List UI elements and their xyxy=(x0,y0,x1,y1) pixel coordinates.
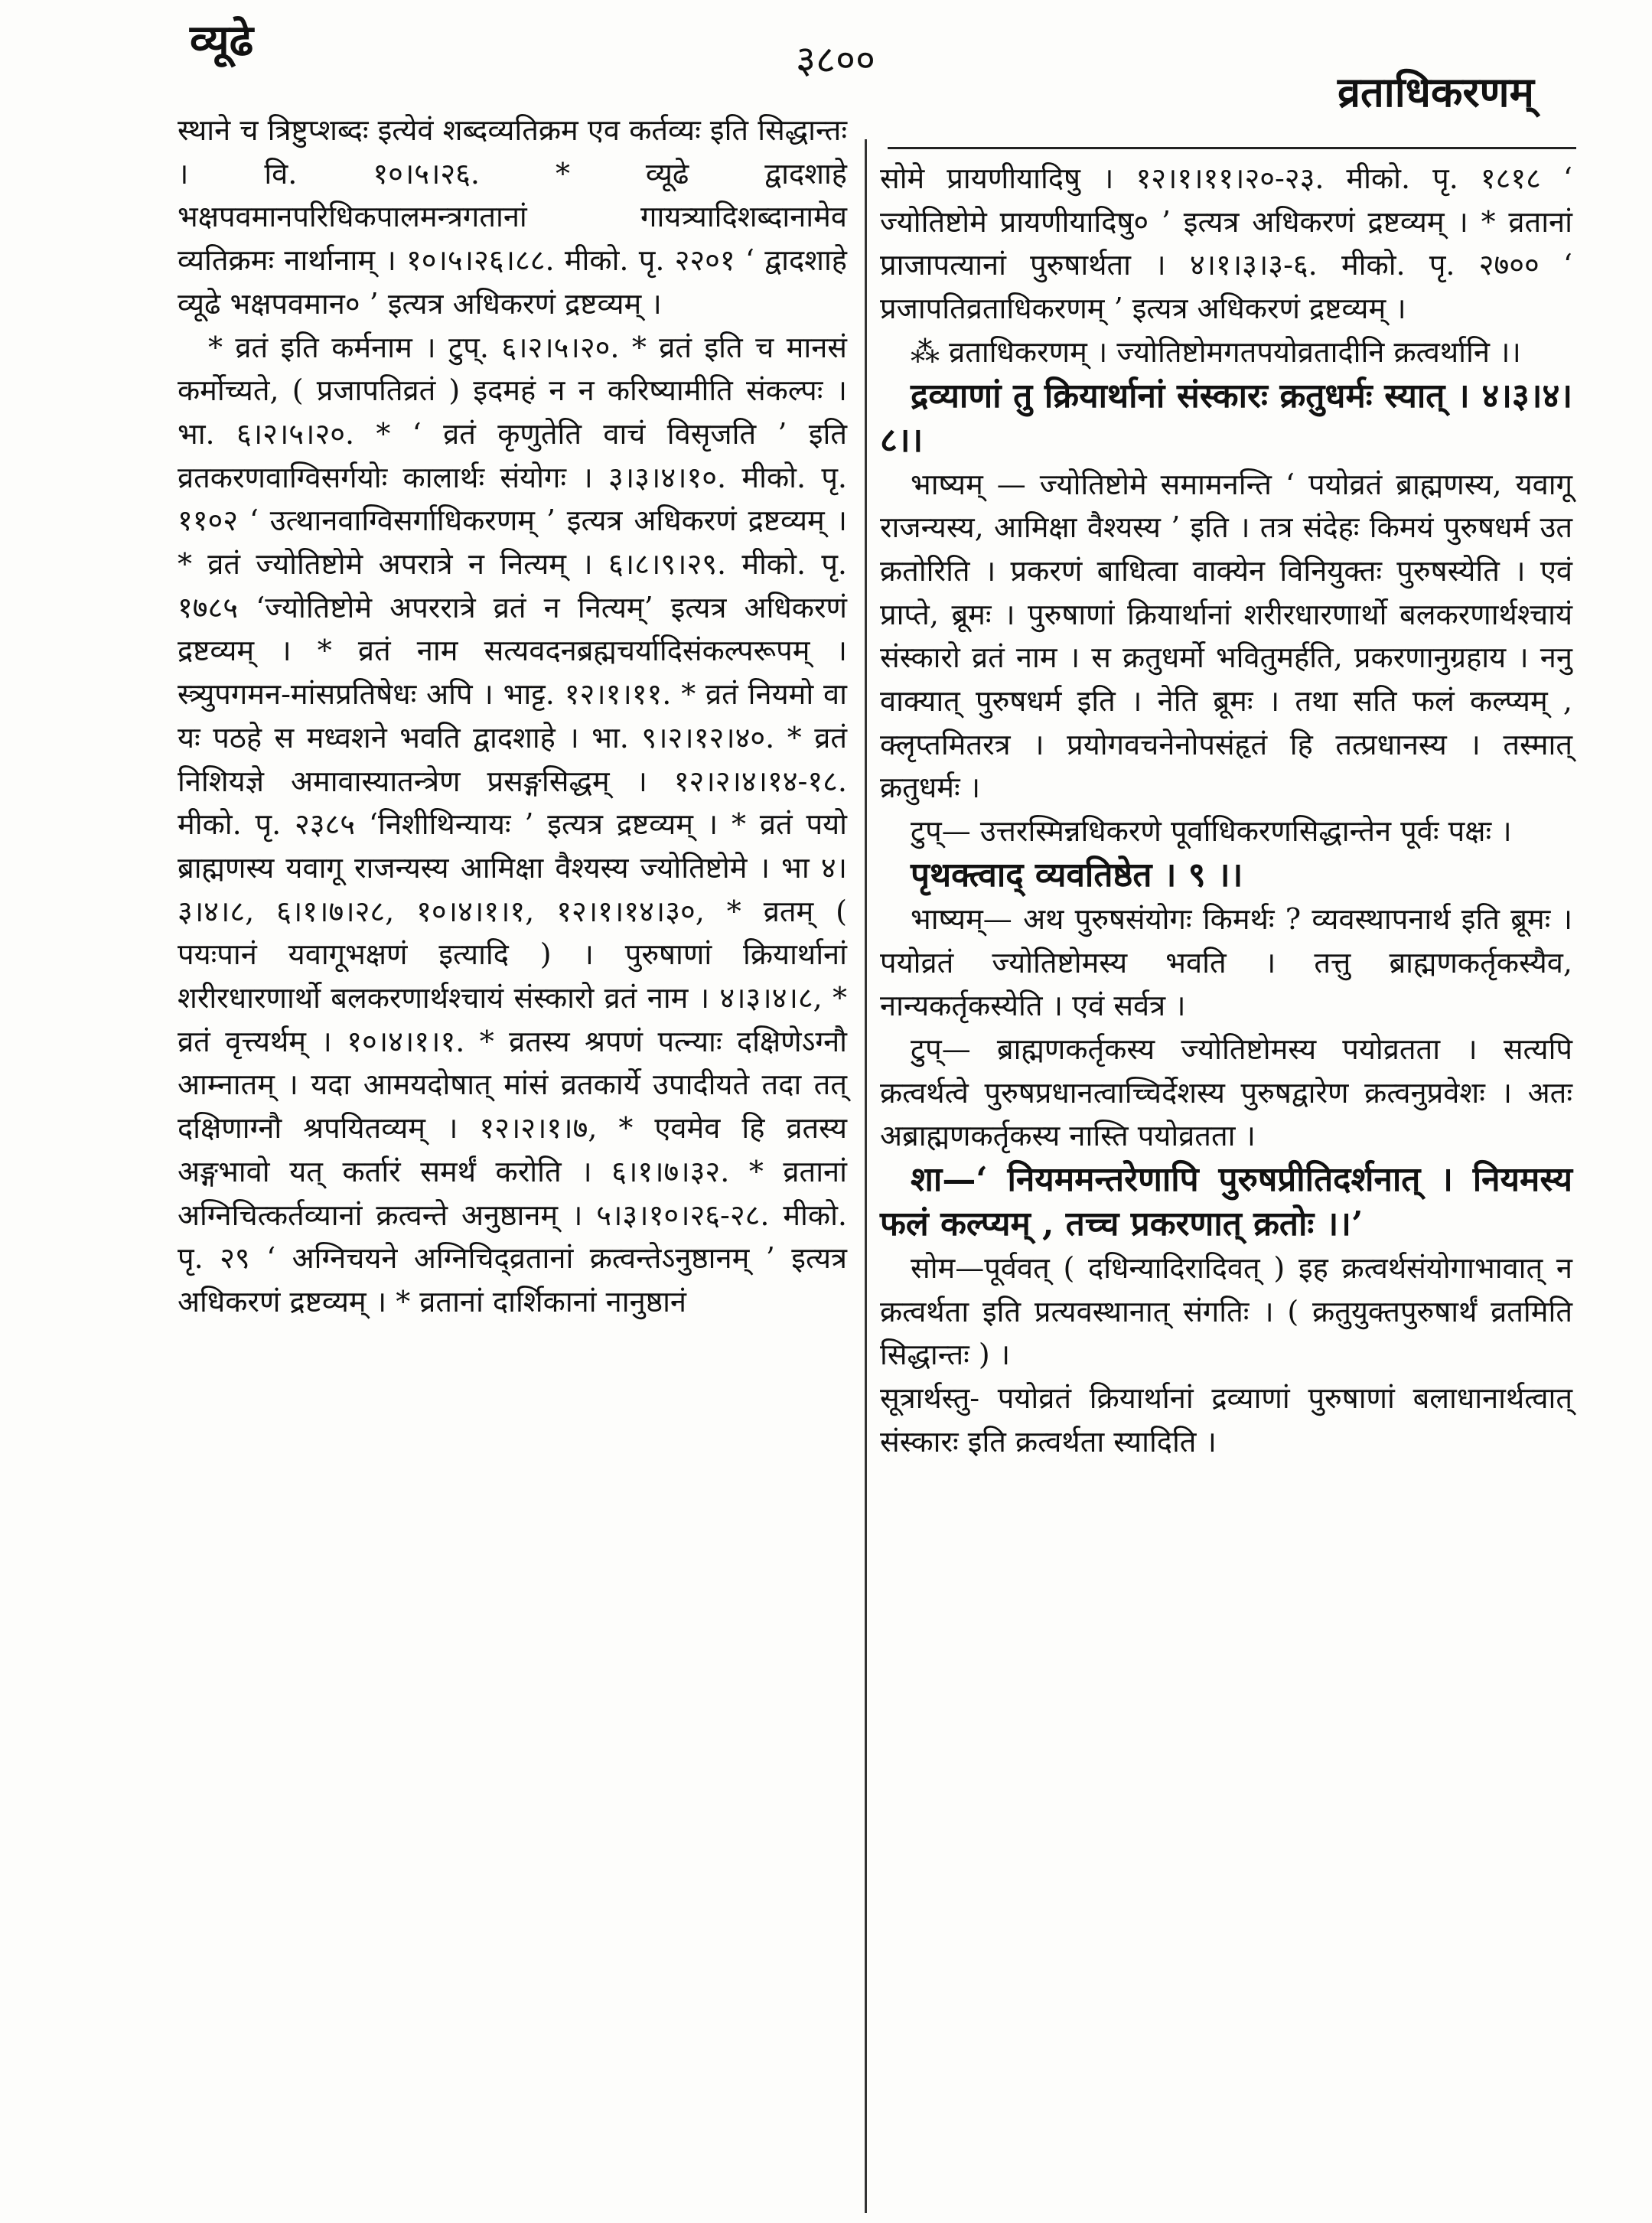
right-column xyxy=(880,157,1572,1464)
sutra-9: पृथक्त्वाद् व्यवतिष्ठेत । ९ ।। xyxy=(911,855,1243,895)
sutrartha: सूत्रार्थस्तु- पयोव्रतं क्रियार्थानां द्रव्याणां पुरुषाणां बलाधानार्थत्वात् संस्कारः इति क्रत्वर्थता स्यादिति । xyxy=(880,1381,1572,1459)
tup-8: टुप्— उत्तरस्मिन्नधिकरणे पूर्वाधिकरणसिद्धान्तेन पूर्वः पक्षः । xyxy=(911,814,1512,849)
sha-verse: शा—‘ नियममन्तरेणापि पुरुषप्रीतिदर्शनात् । नियमस्य फलं कल्प्यम् , तच्च प्रकरणात् क्रतोः ।।’ xyxy=(880,1160,1572,1244)
sutra-8: द्रव्याणां तु क्रियार्थानां संस्कारः क्रतुधर्मः स्यात् । ४।३।४।८।। xyxy=(880,376,1572,460)
soma-commentary: सोम—पूर्ववत् ( दधिन्यादिरादिवत् ) इह क्रत्वर्थसंयोगाभावात् न क्रत्वर्थता इति प्रत्यवस्थानात् संगतिः । ( क्रतुयुक्तपुरुषार्थं व्रतमिति सिद्धान्तः ) । xyxy=(880,1251,1572,1372)
header-rule xyxy=(888,147,1576,149)
column-divider xyxy=(865,139,867,2213)
left-paragraph-2: * व्रतं इति कर्मनाम । टुप्. ६।२।५।२०. * व्रतं इति च मानसं कर्मोच्यते, ( प्रजापतिव्रतं ) इदमहं न न करिष्यामीति संकल्पः । भा. ६।२।५।२०. * ‘ व्रतं कृणुतेति वाचं विसृजति ’ इति व्रतकरणवाग्विसर्गयोः कालार्थः संयोगः । ३।३।४।१०. मीको. पृ. ११०२ ‘ उत्थानवाग्विसर्गाधिकरणम् ’ इत्यत्र अधिकरणं द्रष्टव्यम् । * व्रतं ज्योतिष्टोमे अपरात्रे न नित्यम् । ६।८।९।२९. मीको. पृ. १७८५ ‘ज्योतिष्टोमे अपररात्रे व्रतं न नित्यम्’ इत्यत्र अधिकरणं द्रष्टव्यम् । * व्रतं नाम सत्यवदनब्रह्मचर्यादिसंकल्परूपम् । स्त्र्युपगमन-मांसप्रतिषेधः अपि । भाट्ट. १२।१।११. * व्रतं नियमो वा यः पठहे स मध्वशने भवति द्वादशाहे । भा. ९।२।१२।४०. * व्रतं निशियज्ञे अमावास्यातन्त्रेण प्रसङ्गसिद्धम् । १२।२।४।१४-१८. मीको. पृ. २३८५ ‘निशीथिन्यायः ’ इत्यत्र द्रष्टव्यम् । * व्रतं पयो ब्राह्मणस्य यवागू राजन्यस्य आमिक्षा वैश्यस्य ज्योतिष्टोमे । भा ४।३।४।८, ६।१।७।२८, १०।४।१।१, १२।१।१४।३०, * व्रतम् ( पयःपानं यवागूभक्षणं इत्यादि ) । पुरुषाणां क्रियार्थानां शरीरधारणार्थो बलकरणार्थश्चायं संस्कारो व्रतं नाम । ४।३।४।८, * व्रतं वृत्त्यर्थम् । १०।४।१।१. * व्रतस्य श्रपणं पत्न्याः दक्षिणेऽग्नौ आम्नातम् । यदा आमयदोषात् मांसं व्रतकार्ये उपादीयते तदा तत् दक्षिणाग्नौ श्रपयितव्यम् । १२।२।१।७, * एवमेव हि व्रतस्य अङ्गभावो यत् कर्तारं समर्थं करोति । ६।१।७।३२. * व्रतानां अग्निचित्कर्तव्यानां क्रत्वन्ते अनुष्ठानम् । ५।३।१०।२६-२८. मीको. पृ. २९ ‘ अग्निचयने अग्निचिद्व्रतानां क्रत्वन्तेऽनुष्ठानम् ’ इत्यत्र अधिकरणं द्रष्टव्यम् । * व्रतानां दार्शिकानां नानुष्ठानं xyxy=(178,330,847,1318)
bhashya-9: भाष्यम्— अथ पुरुषसंयोगः किमर्थः ? व्यवस्थापनार्थ इति ब्रूमः । पयोव्रतं ज्योतिष्टोमस्य भवति । तत्तु ब्राह्मणकर्तृकस्यैव, नान्यकर्तृकस्येति । एवं सर्वत्र । xyxy=(880,901,1572,1023)
header-left-word: व्यूढे xyxy=(190,15,254,66)
header-right-title: व्रताधिकरणम् xyxy=(1338,67,1534,116)
right-paragraph-1: सोमे प्रायणीयादिषु । १२।१।११।२०-२३. मीको. पृ. १८१८ ‘ ज्योतिष्टोमे प्रायणीयादिषु० ’ इत्यत्र अधिकरणं द्रष्टव्यम् । * व्रतानां प्राजापत्यानां पुरुषार्थता । ४।१।३।३-६. मीको. पृ. २७०० ‘ प्रजापतिव्रताधिकरणम् ’ इत्यत्र अधिकरणं द्रष्टव्यम् । xyxy=(880,161,1572,326)
left-column xyxy=(178,109,847,1324)
left-paragraph-1: स्थाने च त्रिष्टुप्शब्दः इत्येवं शब्दव्यतिक्रम एव कर्तव्यः इति सिद्धान्तः । वि. १०।५।२६. * व्यूढे द्वादशाहे भक्षपवमानपरिधिकपालमन्त्रगतानां गायत्र्यादिशब्दानामेव व्यतिक्रमः नार्थानाम् । १०।५।२६।८८. मीको. पृ. २२०१ ‘ द्वादशाहे व्यूढे भक्षपवमान० ’ इत्यत्र अधिकरणं द्रष्टव्यम् । xyxy=(178,113,847,321)
tup-9: टुप्— ब्राह्मणकर्तृकस्य ज्योतिष्टोमस्य पयोव्रतता । सत्यपि क्रत्वर्थत्वे पुरुषप्रधानत्वाच्चिर्देशस्य पुरुषद्वारेण क्रत्वनुप्रवेशः । अतः अब्राह्मणकर्तृकस्य नास्ति पयोव्रतता । xyxy=(880,1032,1572,1153)
section-heading: ⁂ व्रताधिकरणम् । ज्योतिष्टोमगतपयोव्रतादीनि क्रत्वर्थानि ।। xyxy=(911,334,1521,369)
bhashya-8: भाष्यम् — ज्योतिष्टोमे समामनन्ति ‘ पयोव्रतं ब्राह्मणस्य, यवागू राजन्यस्य, आमिक्षा वैश्यस्य ’ इति । तत्र संदेहः किमयं पुरुषधर्म उत क्रतोरिति । प्रकरणं बाधित्वा वाक्येन विनियुक्तः पुरुषस्येति । एवं प्राप्ते, ब्रूमः । पुरुषाणां क्रियार्थानां शरीरधारणार्थो बलकरणार्थश्चायं संस्कारो व्रतं नाम । स क्रतुधर्मो भवितुमर्हति, प्रकरणानुग्रहाय । ननु वाक्यात् पुरुषधर्म इति । नेति ब्रूमः । तथा सति फलं कल्प्यम् , क्लृप्तमितरत्र । प्रयोगवचनेनोपसंहृतं हि तत्प्रधानस्य । तस्मात् क्रतुधर्मः । xyxy=(880,467,1572,805)
page-number: ३८०० xyxy=(796,37,875,82)
